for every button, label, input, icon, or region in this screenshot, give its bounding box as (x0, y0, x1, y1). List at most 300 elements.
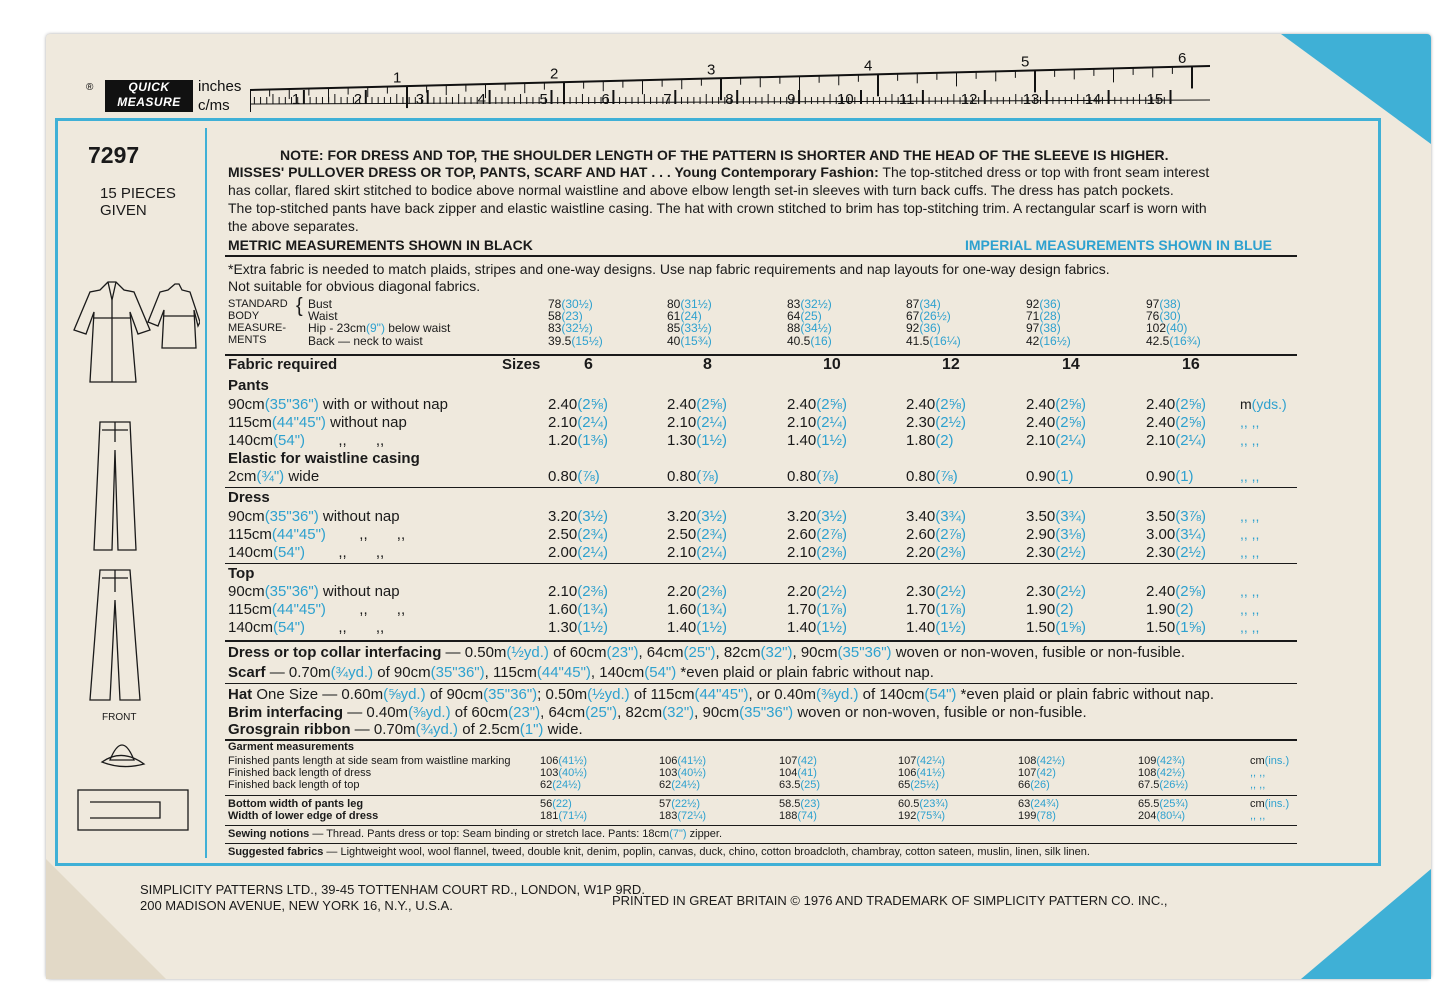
garment-value (659, 768, 769, 779)
metric-value: 78 (548, 297, 562, 311)
metric-value: 1.50 (1026, 619, 1056, 636)
imperial-value: (2¾) (577, 526, 609, 543)
metric-value: 2.40 (906, 396, 936, 413)
imperial-heading: IMPERIAL MEASUREMENTS SHOWN IN BLUE (965, 237, 1272, 253)
dress-value (906, 545, 1016, 560)
size-header: 8 (703, 356, 712, 373)
elastic-value (1026, 469, 1136, 484)
metric-value: 1.80 (906, 432, 936, 449)
text-run: (⅜yd.) (816, 686, 859, 703)
section-rule (225, 563, 1297, 564)
metric-value: 2.60 (787, 526, 817, 543)
imperial-value: (2⅜) (577, 583, 609, 600)
text-run: (35"36") (739, 704, 794, 721)
metric-value: 2.10 (667, 414, 697, 431)
imperial-value: (1½) (935, 619, 967, 636)
description-title: MISSES' PULLOVER DRESS OR TOP, PANTS, SCARF AND HAT . . . Young Contemporary Fashion: (228, 164, 879, 180)
imperial-value: (2⅝) (1055, 396, 1087, 413)
inch-number: 6 (1178, 52, 1187, 67)
text-run: (35"36") (483, 686, 538, 703)
body-label-3: MEASURE- (228, 322, 287, 334)
pants-value (548, 397, 658, 412)
width-metric: 90cm (228, 396, 265, 413)
body-value (1026, 335, 1136, 347)
unit-imperial: ,, ,, (1240, 468, 1260, 484)
metric-value: 1.40 (667, 619, 697, 636)
text-run: — Lightweight wool, wool flannel, tweed, double knit, denim, poplin, canvas, duck, chino, cotton broadcloth, chambray, cotton sateen, muslin, linen, silk linen. (323, 846, 1090, 858)
metric-value: 80 (667, 297, 681, 311)
imperial-value: (22½) (671, 798, 700, 810)
metric-value: 2.10 (787, 544, 817, 561)
cm-number: 14 (1084, 91, 1102, 108)
pants-value (906, 397, 1016, 412)
metric-value: 3.00 (1146, 526, 1176, 543)
metric-value: 192 (898, 810, 917, 822)
top-value (787, 584, 897, 599)
metric-value: 102 (1146, 321, 1167, 335)
text-run: woven or non-woven, fusible or non-fusible. (793, 704, 1087, 721)
metric-value: 103 (540, 767, 559, 779)
footer-address-2: 200 MADISON AVENUE, NEW YORK 16, N.Y., U.S.A. (140, 898, 453, 913)
section-rule (225, 487, 1297, 488)
width-metric: 2cm (228, 468, 257, 485)
text-run: , 82cm (715, 644, 761, 661)
inch-number: 1 (393, 69, 402, 87)
imperial-value: (28) (1039, 309, 1061, 323)
metric-value: 2.40 (1146, 583, 1176, 600)
pants-row-label (228, 415, 407, 430)
imperial-value: (3¾) (1055, 508, 1087, 525)
imperial-value: (42¾) (1156, 755, 1186, 767)
imperial-value: (1¾) (577, 601, 609, 618)
unit-imperial: (ins.) (1264, 755, 1290, 767)
text-run: (⅜yd.) (408, 704, 451, 721)
metric-value: 2.40 (1026, 414, 1056, 431)
width-metric: 140cm (228, 432, 274, 449)
garment-value (898, 768, 1008, 779)
body-label-2: BODY (228, 310, 260, 322)
metric-value: 2.90 (1026, 526, 1056, 543)
row-desc: ,, ,, (325, 601, 406, 618)
metric-value: 0.80 (548, 468, 578, 485)
grosgrain-ribbon-line (228, 722, 583, 737)
top-value (548, 620, 658, 635)
garment-value (1138, 756, 1248, 767)
ruler-unit-cms: c/ms (198, 97, 230, 114)
imperial-value: (24½) (671, 779, 700, 791)
imperial-value: (72¼) (677, 810, 707, 822)
metric-value: 63 (1018, 798, 1031, 810)
imperial-value: (1) (1175, 468, 1194, 485)
row-name: Hip - 23cm (308, 321, 367, 335)
unit-imperial: ,, ,, (1240, 432, 1260, 448)
metric-value: 41.5 (906, 334, 930, 348)
description-line-4: the above separates. (228, 218, 359, 234)
body-row-label (308, 335, 423, 347)
scarf-sketch (78, 790, 188, 830)
body-value (548, 335, 658, 347)
hat-sketch (102, 745, 144, 767)
unit-imperial: ,, ,, (1240, 544, 1260, 560)
imperial-value: (⅞) (577, 468, 600, 485)
body-brace: { (296, 295, 303, 317)
imperial-value: (2¼) (577, 414, 609, 431)
metric-value: 2.40 (1026, 396, 1056, 413)
imperial-value: (3½) (696, 508, 728, 525)
metric-value: 39.5 (548, 334, 572, 348)
imperial-value: (36) (1039, 297, 1061, 311)
imperial-value: (1½) (696, 432, 728, 449)
imperial-value: (34½) (800, 321, 832, 335)
body-value (787, 322, 897, 334)
width-metric: 90cm (228, 583, 265, 600)
width-imperial: (44"45") (271, 414, 326, 431)
top-value (906, 584, 1016, 599)
bottom-row-label: Width of lower edge of dress (228, 810, 379, 822)
text-run: (¾yd.) (330, 664, 374, 681)
metric-value: 204 (1138, 810, 1157, 822)
imperial-value: (80¼) (1156, 810, 1186, 822)
text-run: Suggested fabrics (228, 846, 324, 858)
imperial-value: (2⅝) (1055, 414, 1087, 431)
metric-heading: METRIC MEASUREMENTS SHOWN IN BLACK (228, 237, 533, 253)
elastic-value (906, 469, 1016, 484)
imperial-value: (42) (1036, 767, 1056, 779)
metric-value: 1.90 (1026, 601, 1056, 618)
elastic-value (787, 469, 897, 484)
imperial-value: (2¼) (1055, 432, 1087, 449)
imperial-value: (40½) (558, 767, 588, 779)
unit-imperial: (yds.) (1251, 396, 1287, 412)
pattern-number: 7297 (88, 142, 140, 168)
width-imperial: (35"36") (264, 508, 319, 525)
sizes-label: Sizes (502, 356, 541, 373)
text-run: of 60cm (450, 704, 509, 721)
bottom-value (1138, 799, 1248, 810)
metric-value: 2.10 (1026, 432, 1056, 449)
description-line-1-rest: The top-stitched dress or top with front seam interest (882, 164, 1210, 180)
metric-value: 2.10 (1146, 432, 1176, 449)
pants-value (1026, 433, 1136, 448)
imperial-value: (2⅝) (696, 396, 728, 413)
imperial-value: (25) (800, 779, 820, 791)
text-run: , 64cm (638, 644, 684, 661)
imperial-value: (30½) (561, 297, 593, 311)
metric-value: 2.40 (1146, 396, 1176, 413)
pieces-line-2: GIVEN (100, 202, 147, 219)
garment-row-label: Finished back length of top (228, 779, 360, 791)
text-run: (1") (519, 721, 544, 738)
inch-number: 4 (864, 57, 873, 75)
metric-value: 2.10 (548, 414, 578, 431)
text-run: (35"36") (430, 664, 485, 681)
metric-value: 3.20 (548, 508, 578, 525)
metric-value: 2.10 (787, 414, 817, 431)
section-rule (225, 683, 1297, 684)
text-run: zipper. (686, 828, 723, 840)
description-line-2: has collar, flared skirt stitched to bodice above normal waistline and above elbow length set-in sleeves with turn back cuffs. The dress has patch pockets. (228, 182, 1174, 198)
unit-imperial: ,, ,, (1250, 779, 1266, 791)
text-run: (½yd.) (587, 686, 630, 703)
metric-value: 1.30 (667, 432, 697, 449)
metric-value: 2.00 (548, 544, 578, 561)
pants-value (787, 397, 897, 412)
metric-value: 40 (667, 334, 681, 348)
metric-value: 106 (898, 767, 917, 779)
row-desc: ,, ,, (305, 619, 385, 636)
imperial-value: (71¼) (558, 810, 588, 822)
row-desc: wide (284, 468, 320, 485)
dress-value (548, 545, 658, 560)
cm-number: 13 (1022, 91, 1040, 108)
imperial-value: (41½) (677, 755, 707, 767)
text-run: of 115cm (629, 686, 695, 703)
imperial-value: (15½) (571, 334, 603, 348)
metric-value: 2.40 (667, 396, 697, 413)
width-metric: 115cm (228, 601, 272, 618)
imperial-value: (⅞) (935, 468, 958, 485)
imperial-value: (26½) (1159, 779, 1189, 791)
bottom-value (540, 799, 650, 810)
top-row-label (228, 620, 384, 635)
imperial-value: (2⅞) (816, 526, 848, 543)
garment-value (540, 780, 650, 791)
imperial-value: (2¾) (696, 526, 728, 543)
extra-fabric-line-2: Not suitable for obvious diagonal fabrics. (228, 278, 481, 294)
width-imperial: (54") (273, 432, 306, 449)
imperial-value: (2¼) (1175, 432, 1207, 449)
top-row-label (228, 584, 400, 599)
inch-number: 2 (550, 65, 559, 83)
text-run: Sewing notions (228, 828, 310, 840)
metric-value: 97 (1146, 297, 1160, 311)
cm-number: 5 (539, 91, 548, 108)
metric-value: 71 (1026, 309, 1040, 323)
pants-value (906, 415, 1016, 430)
text-run: (44"45") (694, 686, 749, 703)
text-run: , or 0.40m (748, 686, 816, 703)
size-header: 16 (1182, 356, 1200, 373)
metric-value: 2.30 (1026, 544, 1056, 561)
metric-value: 1.40 (906, 619, 936, 636)
text-run: , 64cm (540, 704, 586, 721)
imperial-value: (2⅞) (935, 526, 967, 543)
dress-value (1026, 509, 1136, 524)
text-run: , 82cm (617, 704, 663, 721)
bottom-unit (1250, 811, 1265, 822)
dress-unit (1240, 527, 1259, 541)
imperial-value: (2¼) (696, 544, 728, 561)
unit-imperial: ,, ,, (1240, 414, 1260, 430)
garment-row-label: Finished back length of dress (228, 767, 372, 779)
metric-value: 0.80 (787, 468, 817, 485)
bottom-unit (1250, 799, 1289, 810)
cm-number: 11 (898, 91, 915, 108)
measuring-ruler (250, 52, 1225, 112)
bottom-value (898, 811, 1008, 822)
row-desc: ,, ,, (305, 544, 385, 561)
front-label: FRONT (102, 712, 137, 723)
suggested-fabrics-line (228, 847, 1090, 858)
section-rule (225, 795, 1297, 796)
metric-value: 1.70 (787, 601, 817, 618)
imperial-value: (2¼) (696, 414, 728, 431)
metric-value: 65.5 (1138, 798, 1160, 810)
blue-corner-bottom-right (1301, 869, 1431, 979)
metric-value: 1.20 (548, 432, 578, 449)
imperial-value: (22) (552, 798, 572, 810)
unit-metric: cm (1250, 798, 1265, 810)
text-run: Grosgrain ribbon (228, 721, 351, 738)
pants-unit (1240, 397, 1287, 411)
top-unit (1240, 602, 1259, 616)
metric-value: 3.40 (906, 508, 936, 525)
text-run: , 140cm (590, 664, 645, 681)
top-value (1026, 620, 1136, 635)
pants-front-sketch (90, 570, 140, 700)
cm-number: 4 (477, 91, 486, 108)
imperial-value: (25) (800, 309, 822, 323)
imperial-value: (38) (1039, 321, 1061, 335)
metric-value: 2.20 (667, 583, 697, 600)
metric-value: 42.5 (1146, 334, 1170, 348)
garment-value (659, 756, 769, 767)
pants-value (667, 415, 777, 430)
garment-value (540, 768, 650, 779)
width-metric: 115cm (228, 414, 272, 431)
metric-value: 3.50 (1026, 508, 1056, 525)
garment-value (659, 780, 769, 791)
imperial-value: (25¾) (1159, 798, 1189, 810)
dress-value (1026, 545, 1136, 560)
text-run: (23") (508, 704, 541, 721)
unit-imperial: ,, ,, (1240, 583, 1260, 599)
imperial-value: (2½) (935, 414, 967, 431)
metric-value: 1.60 (548, 601, 578, 618)
metric-value: 2.60 (906, 526, 936, 543)
text-run: (¾yd.) (415, 721, 459, 738)
text-run: (44"45") (536, 664, 591, 681)
bottom-value (898, 799, 1008, 810)
imperial-value: (1½) (816, 432, 848, 449)
cm-number: 3 (415, 91, 425, 108)
metric-value: 181 (540, 810, 559, 822)
imperial-value: (26) (1030, 779, 1050, 791)
imperial-value: (2½) (1055, 583, 1087, 600)
pants-value (548, 433, 658, 448)
elastic-unit (1240, 469, 1259, 483)
body-value (667, 335, 777, 347)
text-run: of 90cm (373, 664, 431, 681)
pants-value (667, 397, 777, 412)
body-label-4: MENTS (228, 334, 267, 346)
metric-value: 108 (1138, 767, 1157, 779)
body-value (1026, 322, 1136, 334)
metric-value: 85 (667, 321, 681, 335)
imperial-value: (2⅝) (1175, 396, 1207, 413)
imperial-value: (1⅞) (816, 601, 848, 618)
text-run: — 0.40m (343, 704, 409, 721)
row-desc: without nap (318, 508, 400, 525)
dress-unit (1240, 545, 1259, 559)
imperial-value: (24¾) (1030, 798, 1059, 810)
cm-number: 12 (960, 91, 978, 108)
cm-number: 7 (663, 91, 672, 108)
imperial-value: (42¼) (916, 755, 946, 767)
text-run: (23") (606, 644, 639, 661)
body-value (906, 335, 1016, 347)
imperial-value: (2⅝) (1175, 583, 1207, 600)
width-imperial: (54") (273, 544, 306, 561)
imperial-value: (1½) (577, 619, 609, 636)
imperial-value: (1⅝) (1055, 619, 1087, 636)
metric-value: 2.40 (548, 396, 578, 413)
unit-imperial: ,, ,, (1240, 508, 1260, 524)
imperial-value: (3¾) (935, 508, 967, 525)
top-value (906, 602, 1016, 617)
inch-number: 5 (1021, 53, 1030, 71)
body-measure-label (228, 298, 288, 346)
metric-value: 2.30 (906, 414, 936, 431)
brim-interfacing-line (228, 705, 1087, 720)
body-value (906, 322, 1016, 334)
row-desc: ,, ,, (305, 432, 385, 449)
imperial-value: (41) (797, 767, 817, 779)
metric-value: 2.20 (787, 583, 817, 600)
section-rule (225, 354, 1297, 356)
metric-value: 2.40 (787, 396, 817, 413)
text-run: , 90cm (792, 644, 838, 661)
garment-unit (1250, 780, 1265, 791)
imperial-value: (16½) (1039, 334, 1071, 348)
elastic-value (548, 469, 658, 484)
bottom-value (779, 799, 889, 810)
dress-sketch (74, 282, 150, 382)
text-run: wide. (543, 721, 583, 738)
bottom-value (1018, 799, 1128, 810)
imperial-value: (1⅜) (577, 432, 609, 449)
bottom-value (540, 811, 650, 822)
imperial-value: (75¾) (916, 810, 946, 822)
unit-metric: m (1240, 396, 1252, 412)
text-run: of 60cm (548, 644, 607, 661)
imperial-value: (2⅝) (935, 396, 967, 413)
elastic-row-label (228, 469, 319, 484)
metric-value: 83 (787, 297, 801, 311)
body-value (787, 335, 897, 347)
imperial-value: (1) (1055, 468, 1074, 485)
text-run: (7") (669, 828, 687, 840)
dress-row-label (228, 527, 405, 542)
text-run: of 140cm (858, 686, 925, 703)
top-value (548, 602, 658, 617)
metric-value: 65 (898, 779, 911, 791)
top-value (906, 620, 1016, 635)
metric-value: 1.30 (548, 619, 578, 636)
pants-value (1026, 415, 1136, 430)
text-run: (25") (585, 704, 618, 721)
frame-divider (205, 128, 207, 858)
row-name: Bust (308, 297, 333, 311)
imperial-value: (2⅜) (935, 544, 967, 561)
text-run: Dress or top collar interfacing (228, 644, 442, 661)
imperial-value: (3⅞) (1175, 508, 1207, 525)
pants-unit (1240, 433, 1259, 447)
metric-value: 3.20 (787, 508, 817, 525)
metric-value: 1.90 (1146, 601, 1176, 618)
metric-value: 107 (779, 755, 798, 767)
text-run: — Thread. Pants dress or top: Seam binding or stretch lace. Pants: 18cm (309, 828, 670, 840)
